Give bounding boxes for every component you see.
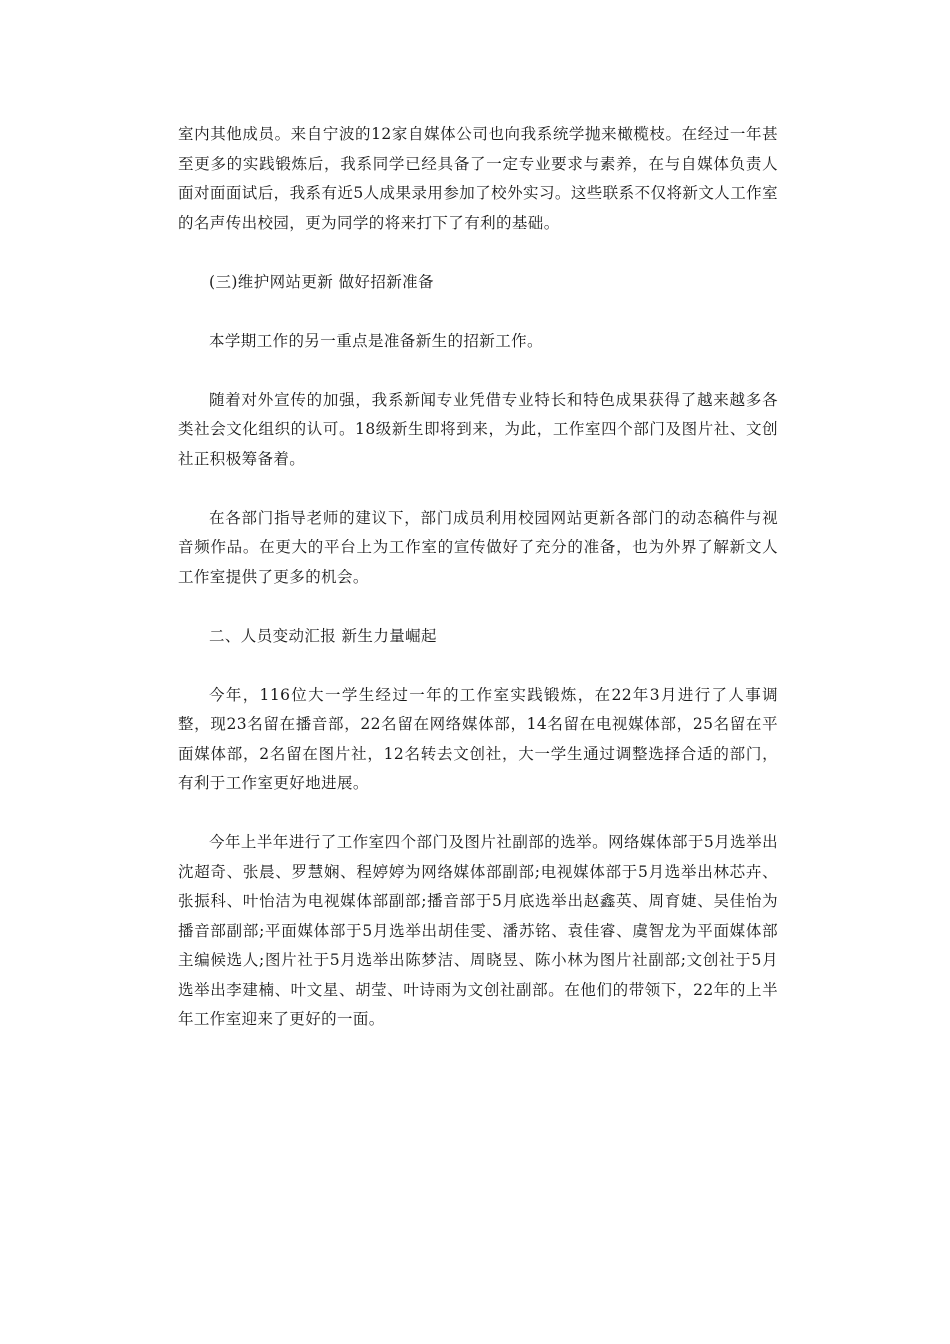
paragraph-personnel-adjustment: 今年，116位大一学生经过一年的工作室实践锻炼，在22年3月进行了人事调整，现23名留在播音部，22名留在网络媒体部，14名留在电视媒体部，25名留在平面媒体部，2名留在图片社，12名转去文创社，大一学生通过调整选择合适的部门，有利于工作室更好地进展。 (178, 685, 778, 792)
paragraph-publicity: 随着对外宣传的加强，我系新闻专业凭借专业特长和特色成果获得了越来越多各类社会文化组织的认可。18级新生即将到来，为此，工作室四个部门及图片社、文创社正积极筹备着。 (178, 390, 778, 468)
paragraph-website-content: 在各部门指导老师的建议下，部门成员利用校园网站更新各部门的动态稿件与视音频作品。在更大的平台上为工作室的宣传做好了充分的准备，也为外界了解新文人工作室提供了更多的机会。 (178, 508, 778, 586)
document-body (178, 120, 778, 1064)
paragraph-recruitment-focus: 本学期工作的另一重点是准备新生的招新工作。 (209, 331, 543, 350)
section-heading-personnel: 二、人员变动汇报 新生力量崛起 (209, 626, 437, 645)
paragraph-continuation: 室内其他成员。来自宁波的12家自媒体公司也向我系统学抛来橄榄枝。在经过一年甚至更多的实践锻炼后，我系同学已经具备了一定专业要求与素养，在与自媒体负责人面对面面试后，我系有近5人成果录用参加了校外实习。这些联系不仅将新文人工作室的名声传出校园，更为同学的将来打下了有利的基础。 (178, 125, 778, 232)
section-heading-website-update: (三)维护网站更新 做好招新准备 (209, 272, 434, 291)
paragraph-elections: 今年上半年进行了工作室四个部门及图片社副部的选举。网络媒体部于5月选举出沈超奇、张晨、罗慧娴、程婷婷为网络媒体部副部;电视媒体部于5月选举出林芯卉、张振科、叶怡洁为电视媒体部副部;播音部于5月底选举出赵鑫英、周育婕、吴佳怡为播音部副部;平面媒体部于5月选举出胡佳雯、潘苏铭、袁佳睿、虞智龙为平面媒体部主编候选人;图片社于5月选举出陈梦洁、周晓昱、陈小林为图片社副部;文创社于5月选举出李建楠、叶文星、胡莹、叶诗雨为文创社副部。在他们的带领下，22年的上半年工作室迎来了更好的一面。 (178, 833, 778, 1028)
